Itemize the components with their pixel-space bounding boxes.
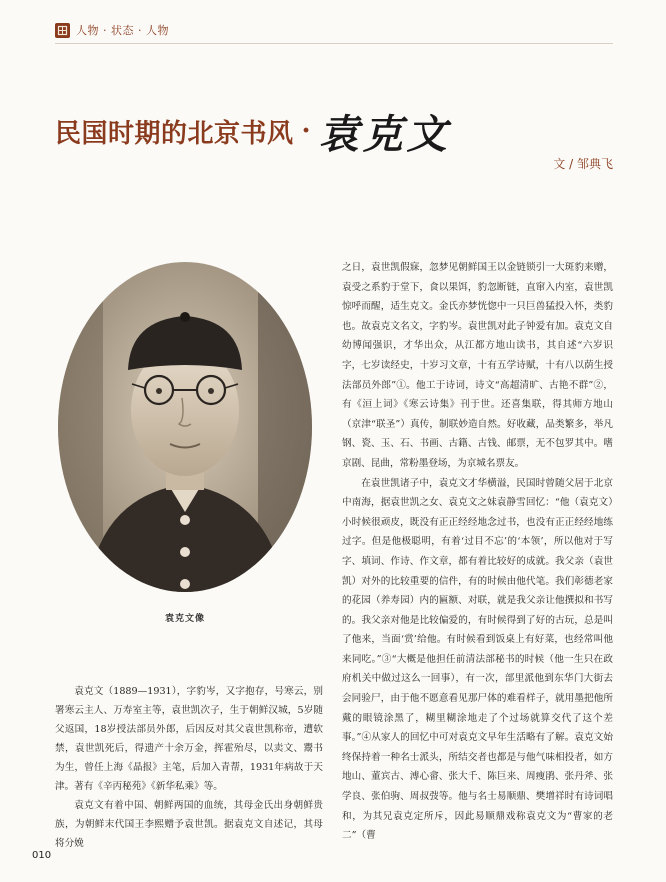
- body-paragraph: 袁克文（1889—1931），字豹岑，又字抱存，号寒云，别署寒云主人、万寿室主等，袁世凯次子，生于朝鲜汉城，5岁随父返国，18岁授法部员外郎，后因反对其父袁世凯称帝，遭软禁，袁世凯死后，得遗产十余万金，挥霍殆尽，以卖文、鬻书为生，曾任上海《晶报》主笔，后加入青帮，1931年病故于天津。著有《辛丙秘苑》《新华私乘》等。: [55, 686, 323, 792]
- title-calligraphy: 袁克文: [318, 110, 451, 158]
- section-label: 人物 · 状态 · 人物: [76, 24, 169, 37]
- title-main-text: 民国时期的北京书风: [55, 118, 294, 149]
- book-seal-icon: [55, 23, 70, 38]
- page-number: 010: [32, 850, 52, 861]
- portrait-caption: 袁克文像: [164, 614, 205, 624]
- body-paragraph: 袁克文有着中国、朝鲜两国的血统，其母金氏出身朝鲜贵族，为朝鲜末代国王李熙赠予袁世凯。据袁克文自述记，其母将分娩: [55, 800, 323, 849]
- body-paragraph: 在袁世凯诸子中，袁克文才华横溢，民国时曾随父居于北京中南海，据袁世凯之女、袁克文之妹袁静雪回忆：“他（袁克文）小时候很顽皮，既没有正正经经地念过书，也没有正正经经地练过字。但是他极聪明，有着‘过目不忘’的‘本领’，所以他对于写字、填词、作诗、作文章，都有着比较好的成就。我父亲（袁世凯）对外的比较重要的信件，有的时候由他代笔。我们彰德老家的花园（养寿园）内的匾额、对联，就是我父亲让他撰拟和书写的。我父亲对他是比较偏爱的，有时候得到了好的古玩，总是叫了他来，当面‘赏’给他。有时候看到饭桌上有好菜，也经常叫他来同吃。”③“大概是他担任前清法部秘书的时候（他一生只在政府机关中做过这么一回事），有一次，部里派他到东华门大街去会同验尸，由于他不愿意看见那尸体的难看样子，就用墨把他所戴的眼镜涂黑了，糊里糊涂地走了个过场就算交代了这个差事。”④从家人的回忆中可对袁克文早年生活略有了解。袁克文始终保持着一种名士派头，所结交者也都是与他气味相投者，如方地山、董宾古、溥心畲、张大千、陈巨来、周瘦鹃、张丹斧、张学良、张伯驹、周叔弢等。他与名士易顺鼎、樊增祥时有诗词唱和，为其兄袁克定所斥，因此易顺鼎戏称袁克文为“曹家的老二”（曹: [342, 477, 613, 842]
- author-byline: 文 / 邹典飞: [553, 157, 613, 171]
- article-title: [55, 104, 451, 158]
- body-paragraph: 之日，袁世凯假寐，忽梦见朝鲜国王以金链锁引一大斑豹来赠，袁受之系豹于堂下，食以果饵，豹忽断链，直窜入内室，袁世凯惊呼而醒，适生克文。金氏亦梦恍惚中一只巨兽猛投入怀，类豹也。故袁克文名文，字豹岑。袁世凯对此子钟爱有加。袁克文自幼博闻强识，才华出众，从江都方地山读书，其自述“六岁识字，七岁读经史，十岁习文章，十有五学诗赋，十有八以荫生授法部员外郎”①。他工于诗词，诗文“高超清旷、古艳不群”②，有《洹上词》《寒云诗集》刊于世。还喜集联，得其师方地山（京津“联圣”）真传，制联妙造自然。好收藏，品类繁多，举凡钢、瓷、玉、石、书画、古籍、古钱、邮票，无不包罗其中。嗜京剧、昆曲，常粉墨登场，为京城名票友。: [342, 262, 613, 469]
- body-column-left: [55, 682, 323, 853]
- header-divider: [55, 43, 613, 44]
- book-seal-glyph: [57, 25, 68, 36]
- portrait-photo: [58, 262, 312, 592]
- title-separator: ·: [301, 116, 311, 146]
- body-column-right: [342, 258, 613, 846]
- section-header: [55, 20, 169, 40]
